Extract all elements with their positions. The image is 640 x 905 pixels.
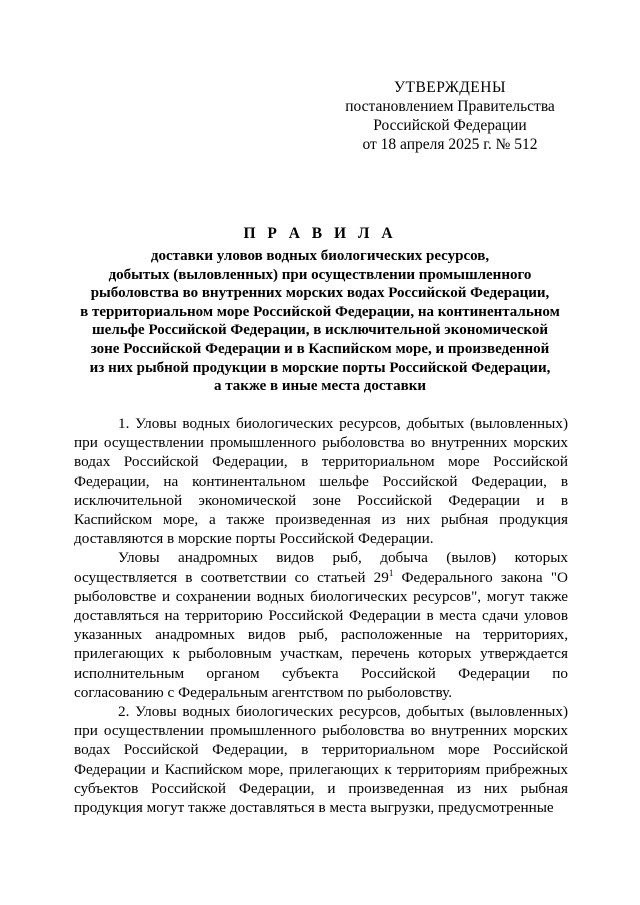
approval-line-1: постановлением Правительства <box>345 98 555 115</box>
paragraph-2-text-end: Федерального закона "О рыболовстве и сохранении водных биологических ресурсов", могут также доставляться на территорию Российской Федерации в места сдачи уловов указанных анадромных видов рыб, расположенные на территориях, прилегающих к рыболовным участкам, перечень которых утверждается исполнительным органом субъекта Российской Федерации по согласованию с Федеральным агентством по рыболовству. <box>74 568 569 701</box>
subtitle-line: рыболовства во внутренних морских водах Российской Федерации, <box>90 285 550 302</box>
subtitle-line: в территориальном море Российской Федерации, на континентальном <box>80 303 560 320</box>
subtitle-line: из них рыбной продукции в морские порты Российской Федерации, <box>89 359 551 376</box>
subtitle-line: добытых (выловленных) при осуществлении промышленного <box>108 266 532 283</box>
paragraph-2 <box>74 548 568 702</box>
subtitle-line: доставки уловов водных биологических ресурсов, <box>150 248 490 264</box>
document-subtitle <box>66 247 574 396</box>
paragraph-2-text-start: Уловы анадромных видов рыб, добыча (вылов) которых осуществляется в соответствии со статьей 29 <box>74 549 568 586</box>
approval-stamp <box>330 78 570 154</box>
approval-line-2: Российской Федерации <box>373 117 527 134</box>
paragraph-1: 1. Уловы водных биологических ресурсов, добытых (выловленных) при осуществлении промышленного рыболовства во внутренних морских водах Российской Федерации, в территориальном море Российской Федерации, на континентальном шельфе Российской Федерации, в исключительной экономической зоне Российской Федерации и в Каспийском море, а также произведенная из них рыбная продукция доставляются в морские порты Российской Федерации. <box>74 415 568 548</box>
document-body <box>74 414 568 817</box>
approval-line-3: от 18 апреля 2025 г. № 512 <box>362 136 538 153</box>
article-superscript: 1 <box>388 567 394 578</box>
document-title: П Р А В И Л А <box>243 225 397 242</box>
subtitle-line: а также в иные места доставки <box>214 378 426 395</box>
paragraph-3: 2. Уловы водных биологических ресурсов, добытых (выловленных) при осуществлении промышленного рыболовства во внутренних морских водах Российской Федерации, в территориальном море Российской Федерации и Каспийском море, прилегающих к территориям прибрежных субъектов Российской Федерации, и произведенная из них рыбная продукция могут также доставляться в места выгрузки, предусмотренные <box>74 703 568 817</box>
subtitle-line: зоне Российской Федерации и в Каспийском море, и произведенной <box>90 340 550 357</box>
subtitle-line: шельфе Российской Федерации, в исключительной экономической <box>92 322 548 339</box>
approval-heading: УТВЕРЖДЕНЫ <box>394 79 506 96</box>
